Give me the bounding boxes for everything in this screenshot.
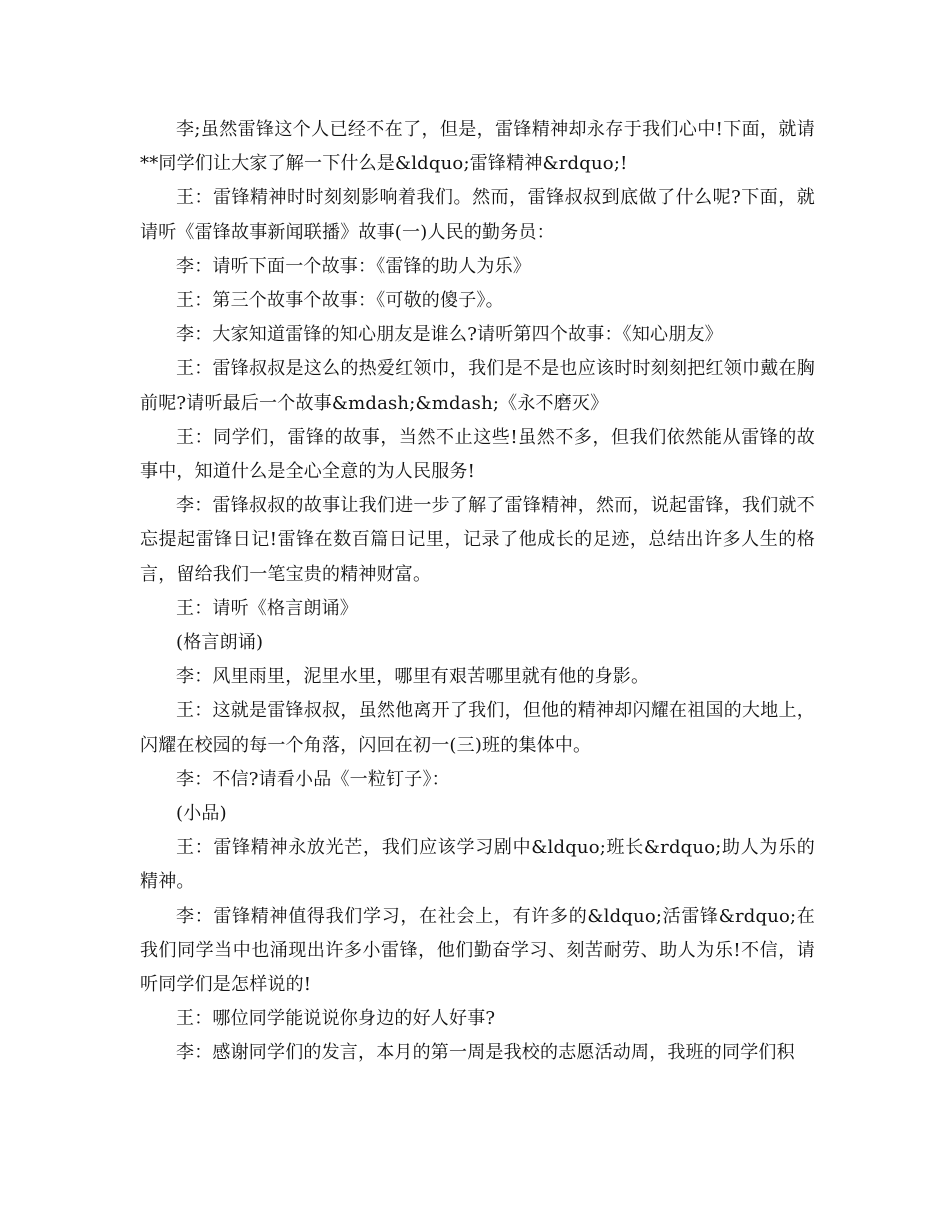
paragraph-7: 王：同学们，雷锋的故事，当然不止这些!虽然不多，但我们依然能从雷锋的故事中，知道什么是全心全意的为人民服务! xyxy=(140,426,815,483)
paragraph-17: 王：哪位同学能说说你身边的好人好事? xyxy=(176,1008,496,1030)
paragraph-2: 王：雷锋精神时时刻刻影响着我们。然而，雷锋叔叔到底做了什么呢?下面，就请听《雷锋故事新闻联播》故事(一)人民的勤务员： xyxy=(140,187,815,243)
paragraph-3: 李：请听下面一个故事：《雷锋的助人为乐》 xyxy=(176,255,531,277)
paragraph-13: 李：不信?请看小品《一粒钉子》： xyxy=(176,768,450,790)
paragraph-10: (格言朗诵) xyxy=(176,632,264,654)
paragraph-15: 王：雷锋精神永放光芒，我们应该学习剧中&ldquo;班长&rdquo;助人为乐的精神。 xyxy=(140,837,815,893)
paragraph-18: 李：感谢同学们的发言，本月的第一周是我校的志愿活动周，我班的同学们积 xyxy=(176,1042,795,1064)
paragraph-6: 王：雷锋叔叔是这么的热爱红领巾，我们是不是也应该时时刻刻把红领巾戴在胸前呢?请听最后一个故事&mdash;&mdash;《永不磨灭》 xyxy=(140,358,815,414)
paragraph-8: 李：雷锋叔叔的故事让我们进一步了解了雷锋精神，然而，说起雷锋，我们就不忘提起雷锋日记!雷锋在数百篇日记里，记录了他成长的足迹，总结出许多人生的格言，留给我们一笔宝贵的精神财富。 xyxy=(140,495,815,585)
paragraph-1: 李;虽然雷锋这个人已经不在了，但是，雷锋精神却永存于我们心中!下面，就请**同学们让大家了解一下什么是&ldquo;雷锋精神&rdquo;! xyxy=(140,119,815,175)
paragraph-12: 王：这就是雷锋叔叔，虽然他离开了我们，但他的精神却闪耀在祖国的大地上，闪耀在校园的每一个角落，闪回在初一(三)班的集体中。 xyxy=(140,700,815,756)
paragraph-4: 王：第三个故事个故事：《可敬的傻子》。 xyxy=(176,290,504,312)
paragraph-14: (小品) xyxy=(176,803,227,825)
paragraph-11: 李：风里雨里，泥里水里，哪里有艰苦哪里就有他的身影。 xyxy=(176,666,650,688)
paragraph-5: 李：大家知道雷锋的知心朋友是谁么?请听第四个故事：《知心朋友》 xyxy=(176,324,723,346)
document-body xyxy=(140,113,815,1071)
paragraph-9: 王：请听《格言朗诵》 xyxy=(176,597,358,619)
paragraph-16: 李：雷锋精神值得我们学习，在社会上，有许多的&ldquo;活雷锋&rdquo;在我们同学当中也涌现出许多小雷锋，他们勤奋学习、刻苦耐劳、助人为乐!不信，请听同学们是怎样说的! xyxy=(140,905,815,996)
